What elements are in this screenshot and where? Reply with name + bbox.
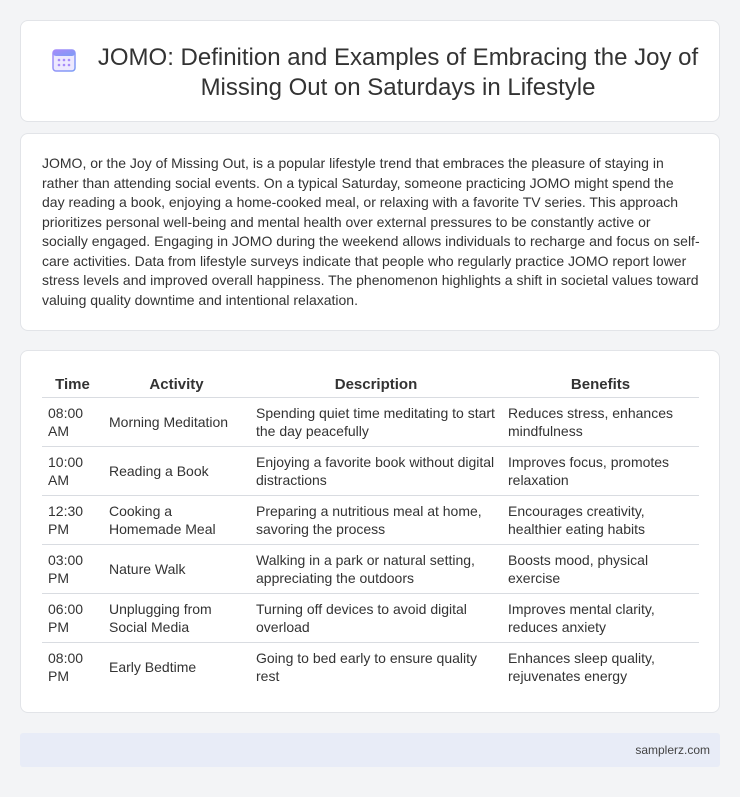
title-card (20, 20, 720, 122)
calendar-icon (51, 47, 77, 73)
cell-description: Turning off devices to avoid digital overload (250, 593, 502, 642)
header-benefits: Benefits (570, 376, 631, 394)
header-time: Time (55, 376, 90, 394)
cell-description: Going to bed early to ensure quality rest (250, 642, 502, 691)
cell-benefits: Boosts mood, physical exercise (502, 544, 699, 593)
cell-activity: Unplugging from Social Media (103, 593, 250, 642)
cell-time: 08:00 AM (42, 397, 103, 446)
table-header-row (42, 373, 699, 397)
cell-benefits: Encourages creativity, healthier eating habits (502, 495, 699, 544)
cell-activity: Morning Meditation (103, 397, 250, 446)
table-row (42, 446, 699, 495)
cell-time: 10:00 AM (42, 446, 103, 495)
cell-description: Enjoying a favorite book without digital distractions (250, 446, 502, 495)
source-link[interactable]: samplerz.com (635, 743, 710, 757)
cell-description: Walking in a park or natural setting, appreciating the outdoors (250, 544, 502, 593)
cell-description: Preparing a nutritious meal at home, savoring the process (250, 495, 502, 544)
table-row (42, 397, 699, 446)
table-row (42, 642, 699, 691)
intro-card (20, 133, 720, 331)
header-description: Description (334, 376, 418, 394)
cell-description: Spending quiet time meditating to start the day peacefully (250, 397, 502, 446)
table-row (42, 544, 699, 593)
schedule-card (20, 350, 720, 713)
table-row (42, 495, 699, 544)
cell-time: 06:00 PM (42, 593, 103, 642)
cell-activity: Early Bedtime (103, 642, 250, 691)
cell-benefits: Improves focus, promotes relaxation (502, 446, 699, 495)
cell-benefits: Improves mental clarity, reduces anxiety (502, 593, 699, 642)
footer-bar (20, 733, 720, 767)
cell-activity: Cooking a Homemade Meal (103, 495, 250, 544)
intro-paragraph: JOMO, or the Joy of Missing Out, is a popular lifestyle trend that embraces the pleasure of staying in rather than attending social events. On a typical Saturday, someone practicing JOMO might spend the day reading a book, enjoying a home-cooked meal, or relaxing with a favorite TV series. This approach prioritizes personal well-being and mental health over external pressures to be constantly active or socially engaged. Engaging in JOMO during the weekend allows individuals to recharge and focus on self-care activities. Data from lifestyle surveys indicate that people who regularly practice JOMO report lower stress levels and improved overall happiness. The phenomenon highlights a shift in societal values toward valuing quality downtime and intentional relaxation. (42, 155, 700, 308)
page-title: JOMO: Definition and Examples of Embracing the Joy of Missing Out on Saturdays in Lifestyle (97, 44, 699, 101)
cell-activity: Reading a Book (103, 446, 250, 495)
schedule-table (42, 373, 699, 691)
cell-benefits: Enhances sleep quality, rejuvenates energy (502, 642, 699, 691)
table-row (42, 593, 699, 642)
cell-time: 03:00 PM (42, 544, 103, 593)
cell-benefits: Reduces stress, enhances mindfulness (502, 397, 699, 446)
cell-activity: Nature Walk (103, 544, 250, 593)
cell-time: 12:30 PM (42, 495, 103, 544)
cell-time: 08:00 PM (42, 642, 103, 691)
header-activity: Activity (149, 376, 204, 394)
